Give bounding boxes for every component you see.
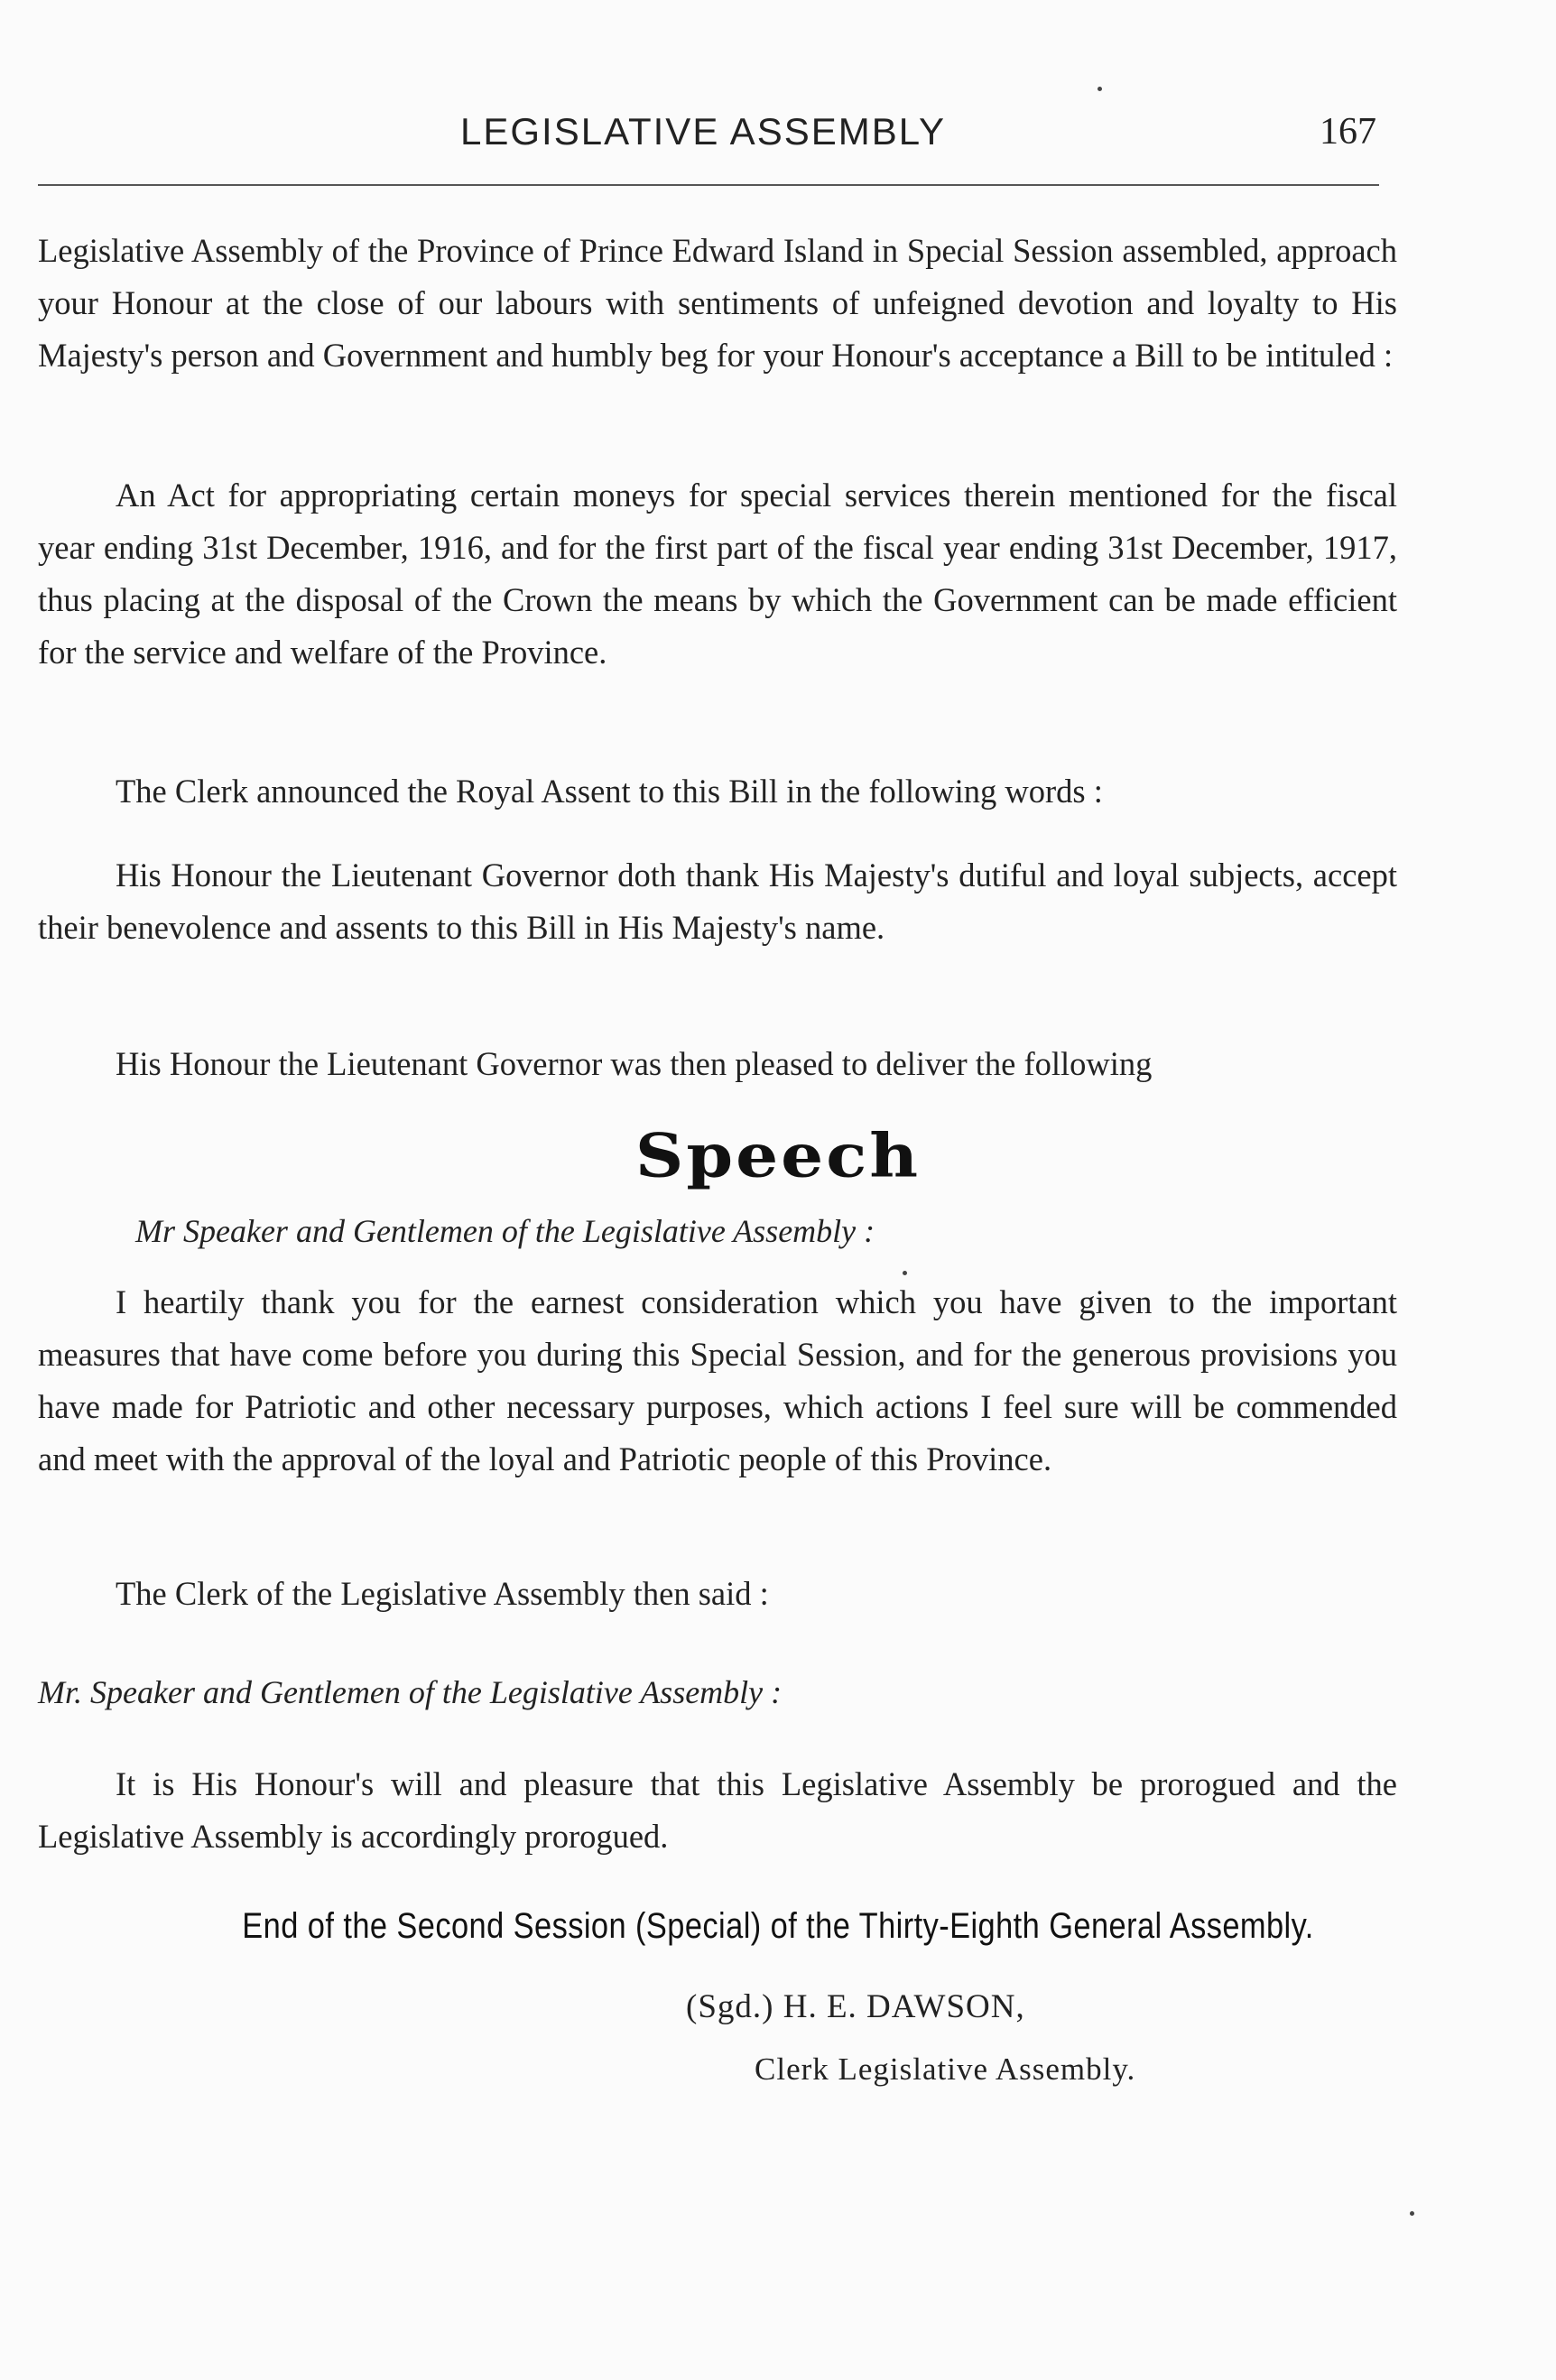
running-title: LEGISLATIVE ASSEMBLY [460, 110, 946, 153]
page-number: 167 [1320, 111, 1376, 153]
print-speck [1410, 2211, 1414, 2216]
speech-heading: Speech [634, 1121, 922, 1191]
paragraph-assent-words: His Honour the Lieutenant Governor doth thank His Majesty's dutiful and loyal subjects, accept their benevolence and assents to this Bill in His Majesty's name. [38, 857, 1397, 946]
signature-title: Clerk Legislative Assembly. [755, 2051, 1136, 2087]
print-speck [1098, 87, 1102, 91]
paragraph-speech-body: I heartily thank you for the earnest consideration which you have given to the important measures that have come before you during this Special Session, and for the generous provisions you have made for Patriotic and other necessary purposes, which actions I feel sure will be commended and meet with the approval of the loyal and Patriotic people of this Province. [38, 1283, 1397, 1477]
salutation-speaker: Mr Speaker and Gentlemen of the Legislative Assembly : [135, 1213, 875, 1249]
paragraph-royal-assent: The Clerk announced the Royal Assent to this Bill in the following words : [116, 773, 1103, 810]
signature: (Sgd.) H. E. DAWSON, [686, 1988, 1025, 2025]
paragraph-clerk-said: The Clerk of the Legislative Assembly then said : [116, 1575, 769, 1612]
print-speck [903, 1271, 907, 1275]
header-rule [38, 184, 1379, 186]
paragraph-prorogation: It is His Honour's will and pleasure that this Legislative Assembly be prorogued and the Legislative Assembly is accordingly prorogued. [38, 1765, 1397, 1855]
paragraph-deliver-speech: His Honour the Lieutenant Governor was then pleased to deliver the following [116, 1045, 1153, 1082]
paragraph-address: Legislative Assembly of the Province of Prince Edward Island in Special Session assembled, approach your Honour at the close of our labours with sentiments of unfeigned devotion and loyalty to His Majesty's person and Government and humbly beg for your Honour's acceptance a Bill to be intituled : [38, 232, 1397, 374]
session-end-line: End of the Second Session (Special) of the Thirty-Eighth General Assembly. [242, 1906, 1314, 1946]
paragraph-bill-title: An Act for appropriating certain moneys for special services therein mentioned for the fiscal year ending 31st December, 1916, and for the first part of the fiscal year ending 31st December, 1917, thus placing at the disposal of the Crown the means by which the Government can be made efficient for the service and welfare of the Province. [38, 477, 1397, 671]
running-header [0, 110, 1556, 164]
salutation-clerk: Mr. Speaker and Gentlemen of the Legislative Assembly : [38, 1674, 783, 1710]
